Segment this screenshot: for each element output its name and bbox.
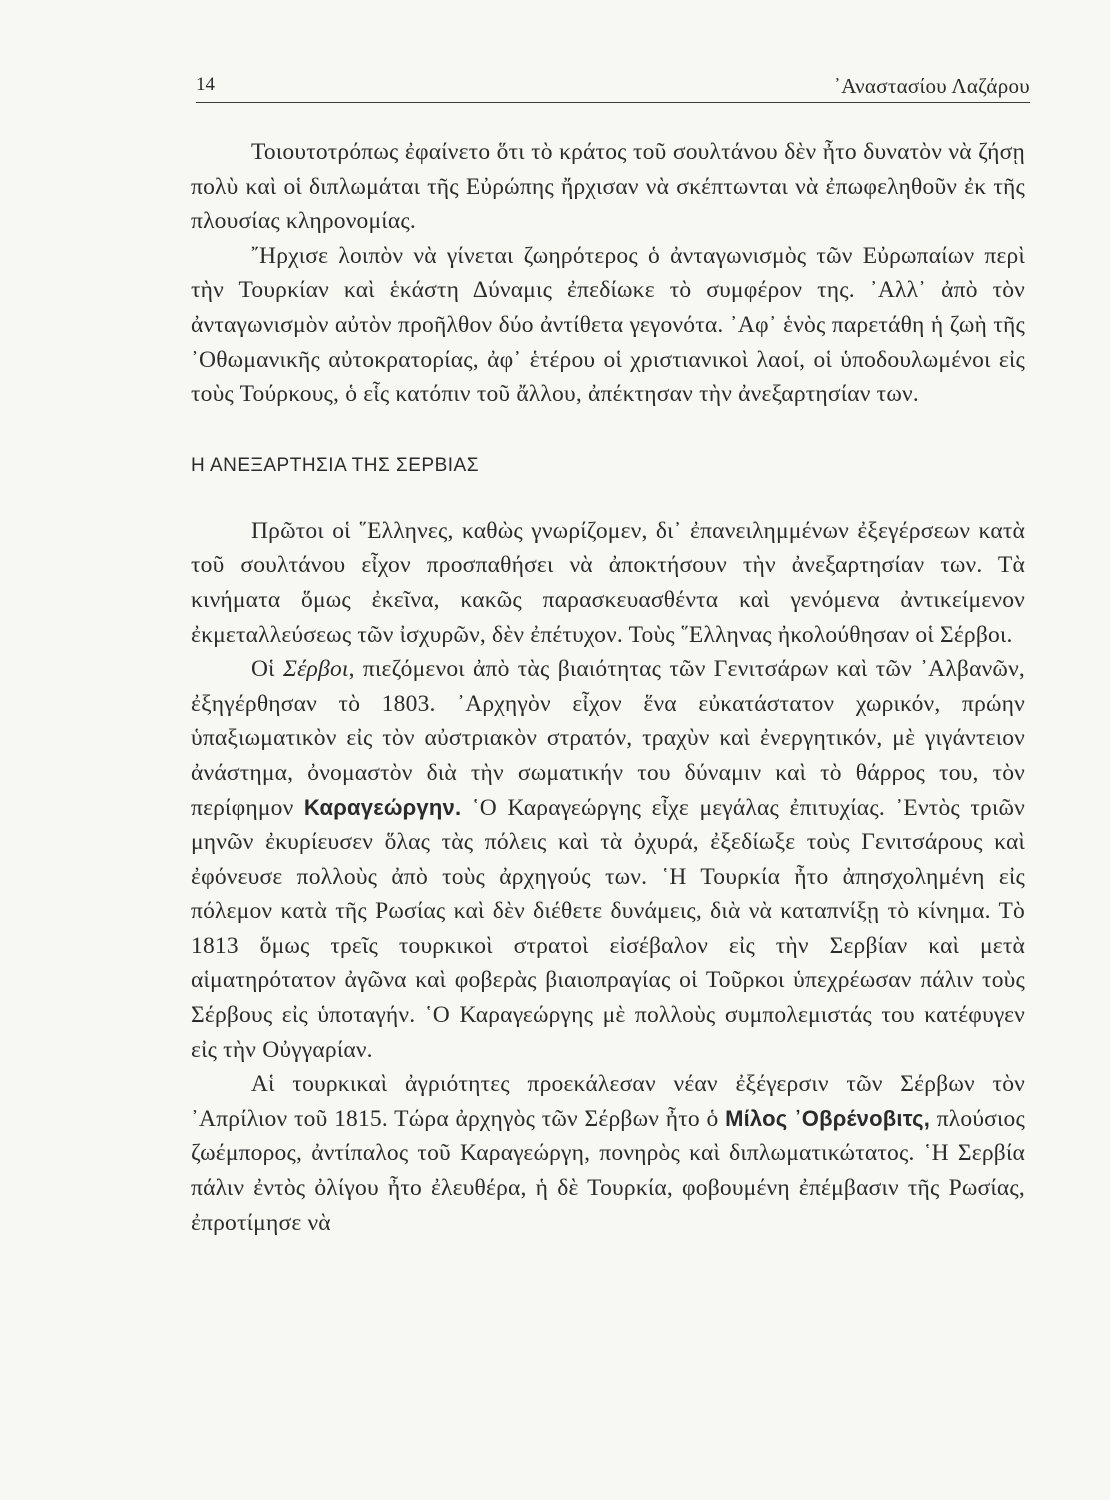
- text-run: Αἱ τουρκικαὶ ἀγριότητες προεκάλεσαν νέαν ἐξέγερσιν τῶν Σέρβων τὸν ᾿Απρίλιον τοῦ 1815. Τώρα ἀρχηγὸς τῶν Σέρβων ἦτο ὁ: [191, 1071, 1025, 1132]
- text-run: ῾Ο Καραγεώργης εἶχε μεγάλας ἐπιτυχίας. ᾿Εντὸς τριῶν μηνῶν ἐκυρίευσεν ὅλας τὰς πόλεις καὶ τὰ ὀχυρά, ἐξεδίωξε τοὺς Γενιτσάρους καὶ ἐφόνευσε πολλοὺς ἀπὸ τοὺς ἀρχηγούς των. ῾Η Τουρκία ἦτο ἀπησχολημένη εἰς πόλεμον κατὰ τῆς Ρωσίας καὶ δὲν διέθετε δυνάμεις, διὰ νὰ καταπνίξῃ τὸ κίνημα. Τὸ 1813 ὅμως τρεῖς τουρκικοὶ στρατοὶ εἰσέβαλον εἰς τὴν Σερβίαν καὶ μετὰ αἱματηρότατον ἀγῶνα καὶ φοβερὰς βιαιοπραγίας οἱ Τοῦρκοι ὑπεχρέωσαν πάλιν τοὺς Σέρβους εἰς ὑποταγήν. ῾Ο Καραγεώργης μὲ πολλοὺς συμπολεμιστάς του κατέφυγεν εἰς τὴν Οὐγγαρίαν.: [191, 794, 1025, 1063]
- paragraph-ottoman-decline: Τοιουτοτρόπως ἐφαίνετο ὅτι τὸ κράτος τοῦ σουλτάνου δὲν ἦτο δυνατὸν νὰ ζήσῃ πολὺ καὶ οἱ διπλωμάται τῆς Εὐρώπης ἤρχισαν νὰ σκέπτωνται νὰ ἐπωφεληθοῦν ἐκ τῆς πλουσίας κληρονομίας.: [191, 139, 1025, 235]
- text-run: , πιεζόμενοι ἀπὸ τὰς βιαιότητας τῶν Γενιτσάρων καὶ τῶν ᾿Αλβανῶν, ἐξηγέρθησαν τὸ 1803. ᾿Αρχηγὸν εἶχον ἕνα εὐκατάστατον χωρικόν, πρώην ὑπαξιωματικὸν εἰς τὸν αὐστριακὸν στρατόν, τραχὺν καὶ ἐνεργητικόν, μὲ γιγάντειον ἀνάστημα, ὀνομαστὸν διὰ τὴν σωματικήν του δύναμιν καὶ τὸ θάρρος του, τὸν περίφημον: [191, 656, 1025, 821]
- paragraph-greeks-first: Πρῶτοι οἱ ῞Ελληνες, καθὼς γνωρίζομεν, δι᾿ ἐπανειλημμένων ἐξεγέρσεων κατὰ τοῦ σουλτάνου εἶχον προσπαθήσει νὰ ἀποκτήσουν τὴν ἀνεξαρτησίαν των. Τὰ κινήματα ὅμως ἐκεῖνα, κακῶς παρασκευασθέντα καὶ γενόμενα ἀντικείμενον ἐκμεταλλεύσεως τῶν ἰσχυρῶν, δὲν ἐπέτυχον. Τοὺς ῞Ελληνας ἠκολούθησαν οἱ Σέρβοι.: [191, 517, 1025, 648]
- page-body: [191, 135, 1025, 1240]
- text-run: πλούσιος ζωέμπορος, ἀντίπαλος τοῦ Καραγεώργη, πονηρὸς καὶ διπλωματικώτατος. ῾Η Σερβία πάλιν ἐντὸς ὀλίγου ἦτο ἐλευθέρα, ἡ δὲ Τουρκία, φοβουμένη ἐπέμβασιν τῆς Ρωσίας, ἐπροτίμησε νὰ: [191, 1105, 1026, 1236]
- page-header: [196, 72, 1030, 103]
- karageorge-bold: Καραγεώργην.: [303, 794, 462, 820]
- paragraph-serbian-uprising: [191, 652, 1025, 1067]
- section-heading: Η ΑΝΕΞΑΡΤΗΣΙΑ ΤΗΣ ΣΕΡΒΙΑΣ: [191, 454, 479, 476]
- text-run: Οἱ: [251, 656, 283, 683]
- milos-obrenovic-bold: Μίλος ᾿Οβρένοβιτς,: [725, 1105, 931, 1131]
- paragraph-european-rivalry: ῎Ηρχισε λοιπὸν νὰ γίνεται ζωηρότερος ὁ ἀνταγωνισμὸς τῶν Εὐρωπαίων περὶ τὴν Τουρκίαν καὶ ἑκάστη Δύναμις ἐπεδίωκε τὸ συμφέρον της. ᾿Αλλ᾿ ἀπὸ τὸν ἀνταγωνισμὸν αὐτὸν προῆλθον δύο ἀντίθετα γεγονότα. ᾿Αφ᾿ ἑνὸς παρετάθη ἡ ζωὴ τῆς ᾿Οθωμανικῆς αὐτοκρατορίας, ἀφ᾿ ἑτέρου οἱ χριστιανικοὶ λαοί, οἱ ὑποδουλωμένοι εἰς τοὺς Τούρκους, ὁ εἷς κατόπιν τοῦ ἄλλου, ἀπέκτησαν τὴν ἀνεξαρτησίαν των.: [191, 242, 1025, 408]
- page-number: 14: [196, 74, 215, 95]
- running-head: ᾿Αναστασίου Λαζάρου: [833, 74, 1030, 98]
- paragraph-second-uprising: [191, 1067, 1025, 1240]
- serbs-italic: Σέρβοι: [282, 656, 349, 683]
